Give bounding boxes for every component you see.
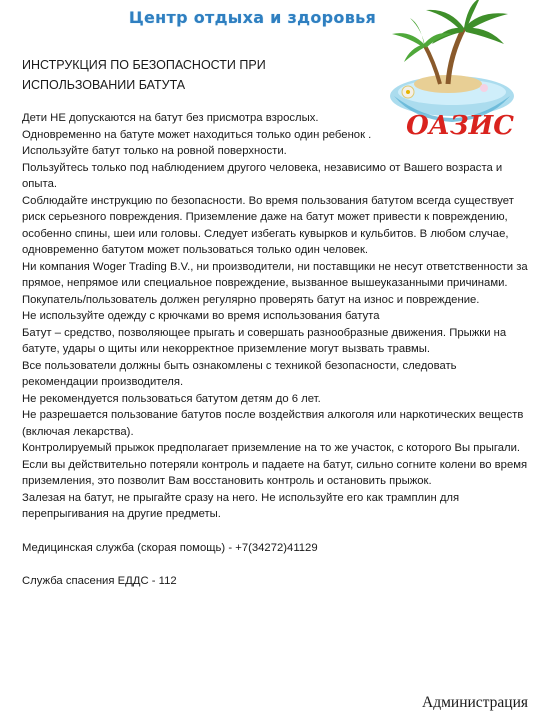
instruction-rule: Одновременно на батуте может находиться только один ребенок .: [22, 128, 372, 141]
instruction-rule: Используйте батут только на ровной поверхности.: [22, 145, 287, 157]
instruction-rule: Пользуйтесь только под наблюдением другого человека, независимо от Вашего возраста и опыта.: [22, 161, 503, 190]
rules-list: [22, 110, 530, 523]
document-title: [22, 55, 352, 95]
instruction-body: [22, 110, 530, 590]
logo-brand-text: ОАЗИС: [406, 111, 514, 141]
medical-service-line: Медицинская служба (скорая помощь) - +7(34272)41129: [22, 541, 318, 554]
title-line-1: ИНСТРУКЦИЯ ПО БЕЗОПАСНОСТИ ПРИ: [22, 58, 266, 72]
instruction-rule: Залезая на батут, не прыгайте сразу на него. Не используйте его как трамплин для перепрыгивания на другие предметы.: [22, 491, 460, 520]
instruction-rule: Дети НЕ допускаются на батут без присмотра взрослых.: [22, 112, 319, 124]
instruction-rule: Все пользователи должны быть ознакомлены с техникой безопасности, следовать рекомендации производителя.: [22, 359, 457, 388]
title-line-2: ИСПОЛЬЗОВАНИИ БАТУТА: [22, 78, 186, 92]
instruction-rule: Контролируемый прыжок предполагает приземление на то же участок, с которого Вы прыгали. Если вы действительно потеряли контроль и падаете на батут, сильно согните колени во время приземления, это позволит Вам восстановить контроль и остановить прыжок.: [22, 442, 528, 487]
organization-name: Центр отдыха и здоровья: [128, 8, 377, 27]
rescue-service-line: Служба спасения ЕДДС - 112: [22, 575, 177, 587]
instruction-rule: Не рекомендуется пользоваться батутом детям до 6 лет.: [22, 392, 321, 405]
instruction-rule: Не используйте одежду с крючками во время использования батута: [22, 310, 380, 322]
instruction-rule: Покупатель/пользователь должен регулярно проверять батут на износ и повреждение.: [22, 293, 480, 306]
instruction-rule: Соблюдайте инструкцию по безопасности. Во время пользования батутом всегда существует риск серьезного повреждения. Приземление даже на батут может привести к повреждению, особенно спины, шеи или головы. Следует избегать кувырков и кульбитов. В любом случае, одновременно батутом может пользоваться только один человек.: [22, 194, 514, 256]
signature-administration: Администрация: [422, 694, 528, 711]
instruction-rule: Не разрешается пользование батутов после воздействия алкоголя или наркотических веществ (включая лекарства).: [22, 409, 524, 438]
instruction-rule: Батут – средство, позволяющее прыгать и совершать разнообразные движения. Прыжки на батуте, удары о щиты или некорректное приземление могут вызвать травмы.: [22, 326, 507, 355]
instruction-rule: Ни компания Woger Trading B.V., ни производители, ни поставщики не несут ответственности за прямое, непрямое или специальное повреждение, вызванное вышеуказанными причинами.: [22, 260, 528, 289]
